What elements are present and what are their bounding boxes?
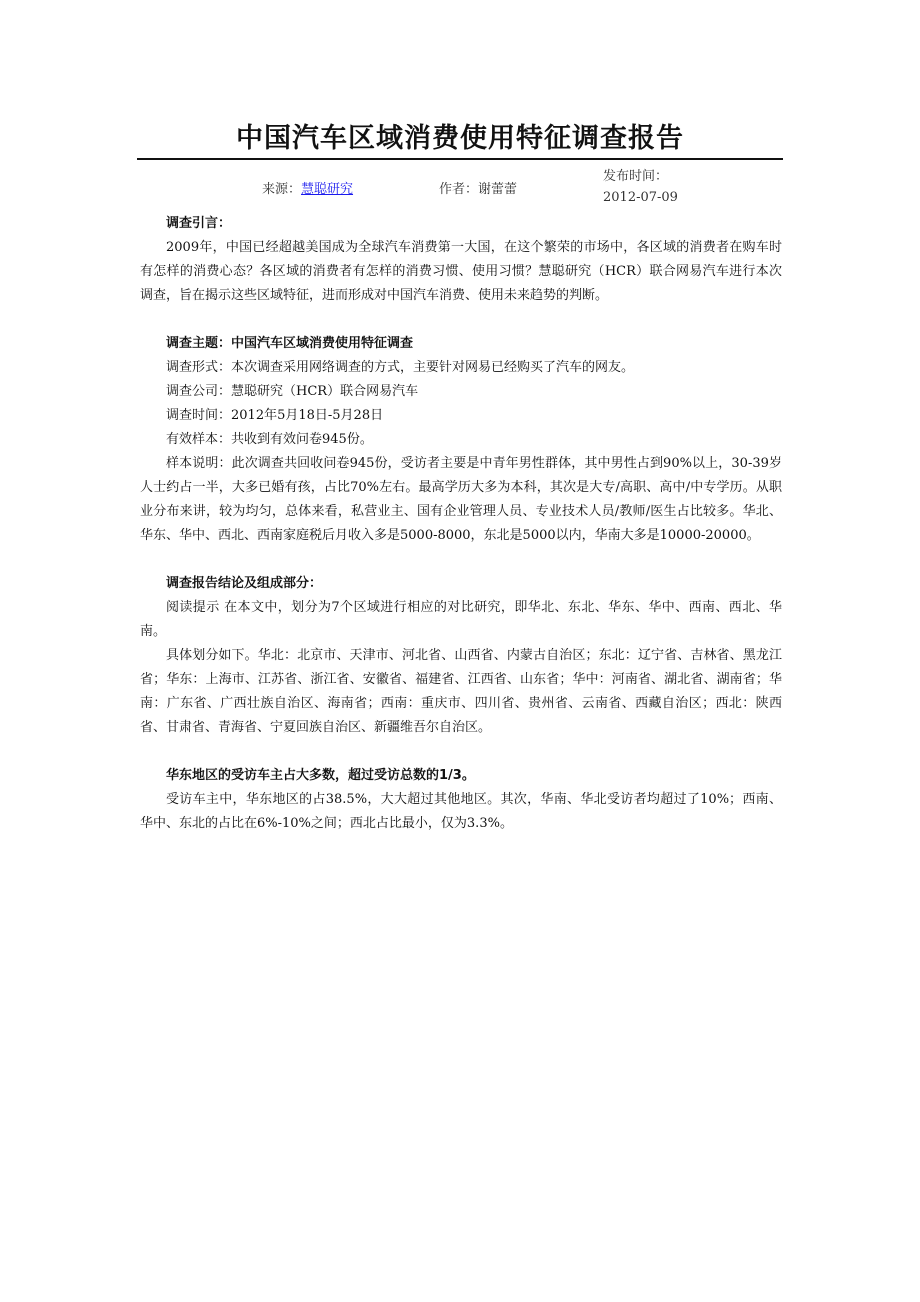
survey-sample-desc: 样本说明：此次调查共回收问卷945份，受访者主要是中青年男性群体，其中男性占到90%以上，30-39岁人士约占一半，大多已婚有孩，占比70%左右。最高学历大多为本科，其次是大专/高职、高中/中专学历。从职业分布来讲，较为均匀，总体来看，私营业主、国有企业管理人员、专业技术人员/教师/医生占比较多。华北、华东、华中、西北、西南家庭税后月收入多是5000-8000，东北是5000以内，华南大多是10000-20000。 <box>140 456 782 543</box>
publish-label: 发布时间： <box>603 169 669 184</box>
finding-paragraph: 受访车主中，华东地区的占38.5%，大大超过其他地区。其次，华南、华北受访者均超过了10%；西南、华中、东北的占比在6%-10%之间；西北占比最小，仅为3.3%。 <box>140 792 782 831</box>
reading-tip: 阅读提示 在本文中，划分为7个区域进行相应的对比研究，即华北、东北、华东、华中、西南、西北、华南。 <box>140 600 782 639</box>
survey-form: 调查形式：本次调查采用网络调查的方式，主要针对网易已经购买了汽车的网友。 <box>166 360 635 375</box>
survey-company: 调查公司：慧聪研究（HCR）联合网易汽车 <box>166 384 419 399</box>
region-division: 具体划分如下。华北：北京市、天津市、河北省、山西省、内蒙古自治区；东北：辽宁省、吉林省、黑龙江省；华东：上海市、江苏省、浙江省、安徽省、福建省、江西省、山东省；华中：河南省、湖北省、湖南省；华南：广东省、广西壮族自治区、海南省；西南：重庆市、四川省、贵州省、云南省、西藏自治区；西北：陕西省、甘肃省、青海省、宁夏回族自治区、新疆维吾尔自治区。 <box>140 648 782 735</box>
title-divider <box>137 158 783 160</box>
survey-heading: 调查主题：中国汽车区域消费使用特征调查 <box>166 336 414 351</box>
intro-paragraph: 2009年，中国已经超越美国成为全球汽车消费第一大国，在这个繁荣的市场中，各区域的消费者在购车时有怎样的消费心态？各区域的消费者有怎样的消费习惯、使用习惯？慧聪研究（HCR）联合网易汽车进行本次调查，旨在揭示这些区域特征，进而形成对中国汽车消费、使用未来趋势的判断。 <box>140 240 782 303</box>
author-meta: 作者：谢蕾蕾 <box>439 182 518 197</box>
finding-heading: 华东地区的受访车主占大多数，超过受访总数的1/3。 <box>166 768 475 783</box>
publish-date: 2012-07-09 <box>603 190 678 205</box>
page-title: 中国汽车区域消费使用特征调查报告 <box>236 123 684 154</box>
source-label: 来源： <box>262 182 302 197</box>
source-link[interactable]: 慧聪研究 <box>301 182 354 197</box>
article-body <box>140 212 782 836</box>
survey-time: 调查时间：2012年5月18日-5月28日 <box>166 408 384 423</box>
conclusion-heading: 调查报告结论及组成部分： <box>166 576 323 591</box>
source-meta <box>262 178 353 197</box>
intro-heading: 调查引言： <box>166 216 232 231</box>
survey-sample: 有效样本：共收到有效问卷945份。 <box>166 432 373 447</box>
